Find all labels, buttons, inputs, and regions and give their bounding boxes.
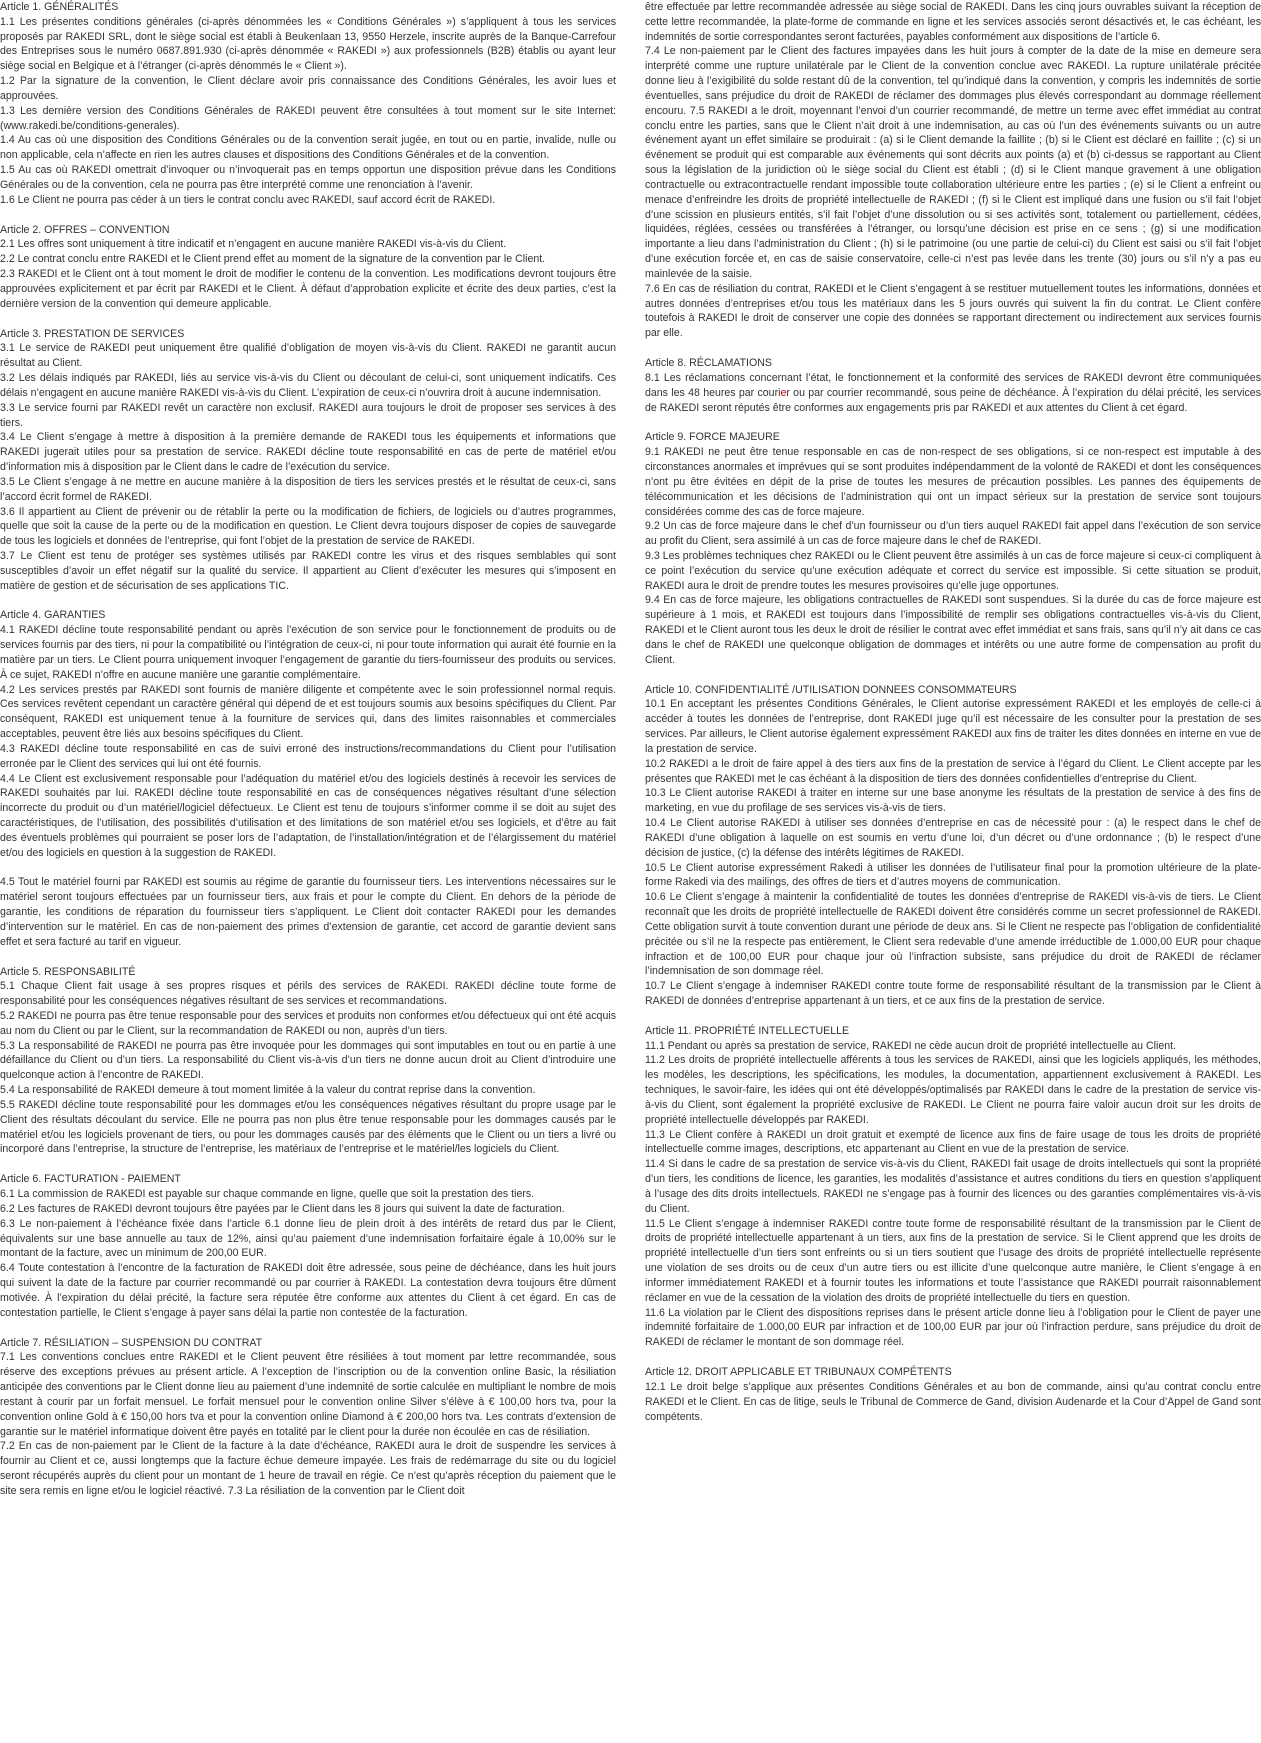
article-title: Article 11. PROPRIÉTÉ INTELLECTUELLE <box>645 1024 850 1037</box>
article-paragraph: 1.1 Les présentes conditions générales (ci-après dénommées les « Conditions Générales ») s’appliquent à tous les services proposés par RAKEDI SRL, dont le siège social est établi à Beukenlaan 13, 9550 Herzele, inscrite auprès de la Banque-Carrefour des Entreprises sous le numéro 0687.891.930 (ci-après dénommée « RAKEDI ») aux professionnels (B2B) établis ou ayant leur siège social en Belgique et à l’étranger (ci-après dénommés le « Client »). <box>0 15 616 73</box>
article-paragraph: 4.3 RAKEDI décline toute responsabilité en cas de suivi erroné des instructions/recommandations du Client pour l’utilisation erronée par le Client des services qui lui ont été fournis. <box>0 742 616 770</box>
article-paragraph: 11.5 Le Client s’engage à indemniser RAKEDI contre toute forme de responsabilité résultant de la transmission par le Client de droits de propriété intellectuelle appartenant à un tiers, aux fins de la prestation de service. Si le Client apprend que les droits de propriété intellectuelle d’un tiers sont enfreints ou si un tiers soutient que l’usage des droits de propriété intellectuelle représente une violation de ses droits ou de ceux d’un autre tiers ou est illicite d’une quelconque autre manière, le Client s’engage à en informer immédiatement RAKEDI et à fournir toutes les informations et toute l’assistance que RAKEDI pourrait raisonnablement réclamer en vue de la cessation de la violation des droits de propriété intellectuelle du tiers en question. <box>645 1217 1261 1304</box>
article-paragraph: 11.1 Pendant ou après sa prestation de service, RAKEDI ne cède aucun droit de propriété intellectuelle au Client. <box>645 1039 1176 1052</box>
article-section <box>645 1365 1261 1424</box>
article-paragraph: 11.3 Le Client confère à RAKEDI un droit gratuit et exempté de licence aux fins de faire usage de tous les droits de propriété intellectuelle comme images, descriptions, etc appartenant au Client en vue de la prestation de service. <box>645 1128 1261 1156</box>
article-section <box>645 0 1261 341</box>
article-paragraph: être effectuée par lettre recommandée adressée au siège social de RAKEDI. Dans les cinq jours ouvrables suivant la réception de cette lettre recommandée, la plate-forme de commande en ligne et les services associés seront désactivés et, le cas échéant, les indemnités de sortie correspondantes seront facturées, payables conformément aux dispositions de l’article 6. <box>645 1 1261 43</box>
paragraph-text: r ou par courrier recommandé, sous peine de déchéance. À l’expiration du délai précité, les services de RAKEDI seront réputés être conformes aux engagements pris par RAKEDI et aux attentes du Client à cet égard. <box>645 386 1261 414</box>
article-title: Article 12. DROIT APPLICABLE ET TRIBUNAUX COMPÉTENTS <box>645 1366 952 1379</box>
paragraph-text: 8.1 Les réclamations concernant l’état, le fonctionnement et la conformité des services de RAKEDI devront être communiquées dans les 48 heures par couri <box>645 371 1261 399</box>
article-title: Article 2. OFFRES – CONVENTION <box>0 223 170 236</box>
article-paragraph: 2.2 Le contrat conclu entre RAKEDI et le Client prend effet au moment de la signature de la convention par le Client. <box>0 253 546 266</box>
article-paragraph: 3.4 Le Client s’engage à mettre à disposition à la première demande de RAKEDI tous les équipements et informations que RAKEDI jugerait utiles pour sa prestation de service. RAKEDI décline toute responsabilité en cas de perte de matériel et/ou d’information mis à disposition par le Client dans le cadre de l’exécution du service. <box>0 431 616 474</box>
article-paragraph: 9.3 Les problèmes techniques chez RAKEDI ou le Client peuvent être assimilés à un cas de force majeure si ceux-ci compliquent à ce point l’exécution du service qu’une exécution adéquate et correct du service est impossible. Si cette situation se produit, RAKEDI aura le droit de prendre toutes les mesures provisoires qu’elle juge opportunes. <box>645 549 1261 592</box>
article-paragraph: 10.7 Le Client s’engage à indemniser RAKEDI contre toute forme de responsabilité résultant de la transmission par le Client à RAKEDI de données d’entreprise appartenant à un tiers, et ce aux fins de la prestation de service. <box>645 980 1261 1007</box>
article-paragraph: 6.1 La commission de RAKEDI est payable sur chaque commande en ligne, quelle que soit la prestation des tiers. <box>0 1188 535 1201</box>
article-section <box>645 356 1261 415</box>
article-section <box>0 608 616 949</box>
article-paragraph: 2.1 Les offres sont uniquement à titre indicatif et n’engagent en aucune manière RAKEDI vis-à-vis du Client. <box>0 238 507 251</box>
article-paragraph: 11.6 La violation par le Client des dispositions reprises dans le présent article donne lieu à l’obligation pour le Client de payer une indemnité forfaitaire de 1.000,00 EUR par infraction et de 100,00 EUR par jour où l’infraction perdure, sans préjudice du droit de RAKEDI de réclamer le montant de son dommage réel. <box>645 1306 1261 1349</box>
article-paragraph: 2.3 RAKEDI et le Client ont à tout moment le droit de modifier le contenu de la convention. Les modifications devront toujours être approuvées explicitement et par écrit par RAKEDI et le Client. À défaut d’approbation explicite et écrite des deux parties, c’est la dernière version de la convention qui demeure applicable. <box>0 268 616 310</box>
article-paragraph: 5.3 La responsabilité de RAKEDI ne pourra pas être invoquée pour les dommages qui sont imputables en tout ou en partie à une défaillance du Client ou d’un tiers. La responsabilité du Client vis-à-vis d’un tiers ne donne aucun droit au Client d’introduire une quelconque action à l’encontre de RAKEDI. <box>0 1039 616 1082</box>
article-section <box>0 223 616 312</box>
article-paragraph: 1.2 Par la signature de la convention, le Client déclare avoir pris connaissance des Conditions Générales, les avoir lues et approuvées. <box>0 75 616 102</box>
article-paragraph: 3.1 Le service de RAKEDI peut uniquement être qualifié d’obligation de moyen vis-à-vis du Client. RAKEDI ne garantit aucun résultat au Client. <box>0 342 616 370</box>
article-paragraph: 6.4 Toute contestation à l’encontre de la facturation de RAKEDI doit être adressée, sous peine de déchéance, dans les huit jours qui suivent la date de la facture par courrier recommandé ou par courrier à RAKEDI. La contestation devra toujours être dûment motivée. À l’expiration du délai précité, la facture sera réputée être conforme aux attentes du Client à cet égard. En cas de contestation partielle, le Client s’engage à payer sans délai la partie non contestée de la facturation. <box>0 1262 616 1319</box>
article-paragraph: 9.4 En cas de force majeure, les obligations contractuelles de RAKEDI sont suspendues. Si la durée du cas de force majeure est supérieure à 1 mois, et RAKEDI est toujours dans l’impossibilité de remplir ses obligations contractuelles vis-à-vis du Client, RAKEDI et le Client auront tous les deux le droit de résilier le contrat avec effet immédiat et sans frais, sans qu’il n’y ait dans ce cas dans le chef de RAKEDI une quelconque obligation de dommages et intérêts ou une autre forme de compensation au profit du Client. <box>645 594 1261 666</box>
article-paragraph <box>0 861 616 876</box>
article-paragraph: 11.4 Si dans le cadre de sa prestation de service vis-à-vis du Client, RAKEDI fait usage de droits intellectuels qui sont la propriété d’un tiers, les conditions de licence, les garanties, les modalités d’assistance et autres conditions du tiers en question s’appliquent à l’usage des dits droits intellectuels. RAKEDI ne s’engage pas à fournir des licences ou des garanties complémentaires vis-à-vis du Client. <box>645 1158 1261 1215</box>
article-section <box>0 327 616 594</box>
article-paragraph: 7.6 En cas de résiliation du contrat, RAKEDI et le Client s’engagent à se restituer mutuellement toutes les informations, données et autres données d’entreprises et/ou tous les matériaux dans les 5 jours ouvrés qui suivent la fin du contrat. Le Client confère toutefois à RAKEDI le droit de conserver une copie des données se rapportant directement ou indirectement aux services fournis par elle. <box>645 282 1261 340</box>
article-paragraph: 4.1 RAKEDI décline toute responsabilité pendant ou après l’exécution de son service pour le fonctionnement de produits ou de services fournis par des tiers, ni pour la compatibilité ou l’intégration de ceux-ci, ni pour toute information qui aurait été fournie en la matière par un tiers. Le Client pourra uniquement invoquer l’engagement de garantie du tiers-fournisseur des produits ou services. À ce sujet, RAKEDI n’offre en aucune manière une garantie complémentaire. <box>0 624 616 681</box>
article-section <box>0 0 616 208</box>
article-section <box>645 683 1261 1009</box>
article-paragraph: 1.3 Les dernière version des Conditions Générales de RAKEDI peuvent être consultées à tout moment sur le site Internet: (www.rakedi.be/conditions-generales). <box>0 104 616 132</box>
article-title: Article 3. PRESTATION DE SERVICES <box>0 327 185 340</box>
article-paragraph: 10.2 RAKEDI a le droit de faire appel à des tiers aux fins de la prestation de service à l’égard du Client. Le Client accepte par les présentes que RAKEDI met le cas échéant à la disposition de tiers des données confidentielles d’entreprise du Client. <box>645 757 1261 785</box>
article-paragraph: 9.2 Un cas de force majeure dans le chef d’un fournisseur ou d’un tiers auquel RAKEDI fait appel dans l’exécution de son service au profit du Client, sera assimilé à un cas de force majeure dans le chef de RAKEDI. <box>645 520 1261 548</box>
article-paragraph: 4.4 Le Client est exclusivement responsable pour l’adéquation du matériel et/ou des logiciels destinés à recevoir les services de RAKEDI souhaités par lui. RAKEDI décline toute responsabilité en cas de conséquences négatives résultant d’une sélection incorrecte du produit ou d’un matériel/logiciel défectueux. Le Client est tenu de toujours s’informer comme il se doit au sujet des caractéristiques, de l’utilisation, des possibilités d’utilisation et des limitations de son matériel et/ou ses logiciels, et d’être au fait des éventuels problèmes qui pourraient se poser lors de l’adaptation, de l’installation/intégration et de l’élargissement du matériel et/ou des logiciels en question à la suggestion de RAKEDI. <box>0 772 616 859</box>
article-paragraph: 3.5 Le Client s’engage à ne mettre en aucune manière à la disposition de tiers les services prestés et le résultat de ceux-ci, sans l’accord écrit formel de RAKEDI. <box>0 475 616 503</box>
article-paragraph: 10.3 Le Client autorise RAKEDI à traiter en interne sur une base anonyme les résultats de la prestation de service à des fins de marketing, en vue du profilage de ses services vis-à-vis de tiers. <box>645 787 1261 815</box>
article-paragraph: 7.1 Les conventions conclues entre RAKEDI et le Client peuvent être résiliées à tout moment par lettre recommandée, sous réserve des exceptions prévues au présent article. A l’exception de l’inscription ou de la convention online Basic, la résiliation anticipée des conventions par le Client donne lieu au paiement d’une indemnité de sortie calculée en multipliant le nombre de mois restant à courir par un forfait mensuel. Le forfait mensuel pour le convention online Silver s’élève à € 100,00 hors tva, pour la convention online Gold à € 150,00 hors tva et pour la convention online Diamond à € 200,00 hors tva. Les contrats d’extension de garantie sur le matériel informatique doivent être payés en totalité par le client pour la durée non écoulée en cas de résiliation. <box>0 1351 616 1438</box>
article-paragraph: 1.6 Le Client ne pourra pas céder à un tiers le contrat conclu avec RAKEDI, sauf accord écrit de RAKEDI. <box>0 193 496 206</box>
article-title: Article 6. FACTURATION - PAIEMENT <box>0 1173 181 1186</box>
article-paragraph: 9.1 RAKEDI ne peut être tenue responsable en cas de non-respect de ses obligations, si ce non-respect est imputable à des circonstances anormales et imprévues qui se sont produites indépendamment de la volonté de RAKEDI et dont les conséquences n’ont pu être évitées en dépit de la prise de toutes les mesures de précaution possibles. Les pannes des équipements de télécommunication et les décisions de l’administration qui ont un impact sérieux sur la prestation de service sont toujours considérées comme des cas de force majeure. <box>645 446 1261 518</box>
article-paragraph: 1.5 Au cas où RAKEDI omettrait d’invoquer ou n’invoquerait pas en temps opportun une disposition prévue dans les Conditions Générales ou de la convention, cela ne pourra pas être interprété comme une renonciation à l’avenir. <box>0 164 616 191</box>
article-paragraph: 10.5 Le Client autorise expressément Rakedi à utiliser les données de l’utilisateur final pour la promotion ultérieure de la plate-forme Rakedi via des mailings, des offres de tiers et d’autres moyens de communication. <box>645 861 1261 889</box>
article-section <box>0 965 616 1158</box>
article-title: Article 9. FORCE MAJEURE <box>645 431 780 444</box>
article-paragraph: 7.4 Le non-paiement par le Client des factures impayées dans les huit jours à compter de la date de la mise en demeure sera interprété comme une rupture unilatérale par le Client de la convention conclue avec RAKEDI. La rupture unilatérale précitée donne lieu à l’exigibilité du solde restant dû de la convention, tel qu’indiqué dans la convention, y compris les indemnités de sortie éventuelles, sans préjudice du droit de RAKEDI de réclamer des dommages plus élevés correspondant au dommage réellement encouru. 7.5 RAKEDI a le droit, moyennant l’envoi d’un courrier recommandé, de mettre un terme avec effet immédiat au contrat conclu entre les parties, sans que le Client n’ait droit à une indemnisation, au cas où l’un des événements suivants ou un autre événement ayant un effet similaire se produirait : (a) si le Client demande la faillite ; (b) si le Client est déclaré en faillite ; (c) si un événement se produit qui est comparable aux événements qui sont décrits aux points (a) et (b) ci-dessus se rapportant au Client sous la législation de la juridiction où le siège social du Client est établi ; (d) si le Client manque gravement à une obligation contractuelle ou extracontractuelle rendant impossible toute collaboration ultérieure entre les parties ; (e) si le Client a enfreint ou menace d’enfreindre les droits de propriété intellectuelle de RAKEDI ; (f) si le Client est impliqué dans une fusion ou s’il fait l’objet d’une scission en plusieurs entités, s’il fait l’objet d’une dissolution ou si ses activités sont, totalement ou partiellement, cédées, liquidées, réglées, cessées ou transférées à l’étranger, ou lorsqu’une décision est prise en ce sens ; (g) si une modification importante a lieu dans l’administration du Client ; (h) si le patrimoine (ou une partie de celui-ci) du Client est saisi ou s’il fait l’objet d’une exécution forcée et, en cas de saisie conservatoire, celle-ci n’est pas levée dans les trente (30) jours ou s’il n’y a pas eu mainlevée de la saisie. <box>645 45 1261 280</box>
article-paragraph: 12.1 Le droit belge s’applique aux présentes Conditions Générales et au bon de commande, ainsi qu’au contrat conclu entre RAKEDI et le Client. En cas de litige, seuls le Tribunal de Commerce de Gand, division Audenarde et la Cour d’Appel de Gand sont compétents. <box>645 1380 1261 1423</box>
article-paragraph: 7.2 En cas de non-paiement par le Client de la facture à la date d’échéance, RAKEDI aura le droit de suspendre les services à fournir au Client et ce, aussi longtemps que la facture échue demeure impayée. Les frais de redémarrage du site ou du logiciel seront récupérés auprès du client pour un montant de 1 heure de travail en régie. Ce n’est qu’après réception du paiement que le site sera remis en ligne et/ou le logiciel réactivé. 7.3 La résiliation de la convention par le Client doit <box>0 1440 616 1497</box>
article-paragraph: 5.1 Chaque Client fait usage à ses propres risques et périls des services de RAKEDI. RAKEDI décline toute forme de responsabilité pour les conséquences négatives résultant de ses services et recommandations. <box>0 980 616 1008</box>
article-paragraph: 4.5 Tout le matériel fourni par RAKEDI est soumis au régime de garantie du fournisseur tiers. Les interventions nécessaires sur le matériel seront toujours effectuées par un fournisseur tiers, aux frais et pour le compte du Client. En dehors de la période de garantie, les conditions de réparation du fournisseur tiers s’appliquent. Le Client doit contacter RAKEDI pour les demandes d’intervention sur le matériel. En cas de non-paiement des primes d’extension de garantie, cet accord de garantie devient sans effet et sera facturé au tarif en vigueur. <box>0 876 616 948</box>
article-section <box>645 1024 1261 1350</box>
article-title: Article 8. RÉCLAMATIONS <box>645 357 772 370</box>
article-paragraph: 3.2 Les délais indiqués par RAKEDI, liés au service vis-à-vis du Client ou découlant de celui-ci, sont uniquement indicatifs. Ces délais n’engagent en aucune manière RAKEDI vis-à-vis du Client. L’expiration de ceux-ci n’ouvrira droit à aucune indemnisation. <box>0 372 616 399</box>
article-paragraph: 6.3 Le non-paiement à l’échéance fixée dans l’article 6.1 donne lieu de plein droit à des intérêts de retard dus par le Client, équivalents sur une base annuelle au taux de 12%, ainsi qu’au paiement d’une indemnisation forfaitaire égale à 10,00% sur le montant de la facture, avec un minimum de 200,00 EUR. <box>0 1217 616 1260</box>
article-section <box>0 1172 616 1320</box>
article-paragraph: 5.2 RAKEDI ne pourra pas être tenue responsable pour des services et produits non conformes et/ou défectueux qui ont été acquis au nom du Client ou par le Client, sur la recommandation de RAKEDI ou non, auprès d’un tiers. <box>0 1010 616 1037</box>
article-paragraph: 6.2 Les factures de RAKEDI devront toujours être payées par le Client dans les 8 jours qui suivent la date de facturation. <box>0 1202 565 1215</box>
article-section <box>645 430 1261 667</box>
article-paragraph: 3.3 Le service fourni par RAKEDI revêt un caractère non exclusif. RAKEDI aura toujours le droit de proposer ses services à des tiers. <box>0 401 616 429</box>
article-paragraph: 10.6 Le Client s’engage à maintenir la confidentialité de toutes les données d’entreprise de RAKEDI vis-à-vis de tiers. Le Client reconnaît que les droits de propriété intellectuelle de RAKEDI doivent être considérés comme un secret professionnel de RAKEDI. Cette obligation survit à toute convention durant une période de deux ans. Si le Client ne respecte pas l’obligation de confidentialité précitée ou s’il ne la respecte pas entièrement, le Client sera redevable d’une amende irréductible de 1.000,00 EUR pour chaque infraction et de 100,00 EUR pour chaque jour où l’infraction subsiste, sans préjudice du droit de RAKEDI de réclamer l’indemnisation de son dommage réel. <box>645 891 1261 978</box>
article-title: Article 7. RÉSILIATION – SUSPENSION DU CONTRAT <box>0 1336 263 1349</box>
article-paragraph: 5.5 RAKEDI décline toute responsabilité pour les dommages et/ou les conséquences négatives résultant du propre usage par le Client des résultats découlant du service. Elle ne pourra pas non plus être tenue responsable pour les dommages causés par le matériel et/ou les logiciels provenant de tiers, ou pour les dommages causés par des éléments que le Client ou un tiers a livré ou incorporé dans l’entreprise, la structure de l’entreprise, les matériaux de l’entreprise et le matériel/les logiciels du Client. <box>0 1098 616 1156</box>
article-title: Article 10. CONFIDENTIALITÉ /UTILISATION DONNEES CONSOMMATEURS <box>645 683 1017 696</box>
left-column <box>0 0 616 1514</box>
article-title: Article 4. GARANTIES <box>0 609 106 622</box>
article-title: Article 1. GÉNÉRALITÉS <box>0 1 119 13</box>
article-paragraph: 10.4 Le Client autorise RAKEDI à utiliser ses données d’entreprise en cas de nécessité pour : (a) le respect dans le chef de RAKEDI d’une obligation à laquelle on est soumis en vertu d’une loi, d’un décret ou d’une ordonnance ; (b) le respect d’une décision de justice, (c) la défense des intérêts légitimes de RAKEDI. <box>645 817 1261 859</box>
article-paragraph: 5.4 La responsabilité de RAKEDI demeure à tout moment limitée à la valeur du contrat reprise dans la convention. <box>0 1084 536 1097</box>
article-paragraph: 3.6 Il appartient au Client de prévenir ou de rétablir la perte ou la modification de fichiers, de logiciels ou d’autres programmes, quelle que soit la cause de la perte ou de la modification en question. Le Client devra toujours disposer de copies de sauvegarde de tous les logiciels et données de l’entreprise, qui font l’objet de la prestation de service de RAKEDI. <box>0 505 616 548</box>
right-column <box>645 0 1261 1439</box>
article-paragraph: 3.7 Le Client est tenu de protéger ses systèmes utilisés par RAKEDI contre les virus et des risques semblables qui sont susceptibles d’avoir un effet négatif sur la qualité du service. Il appartient au Client d’exécuter les mesures qui s’imposent en matière de gestion et de sécurisation de ses applications TIC. <box>0 549 616 592</box>
article-section <box>0 1336 616 1499</box>
article-paragraph: 11.2 Les droits de propriété intellectuelle afférents à tous les services de RAKEDI, ainsi que les logiciels appliqués, les méthodes, les modèles, les descriptions, les spécifications, les modules, la documentation, appartiennent exclusivement à RAKEDI. Les techniques, le savoir-faire, les idées qui ont été développés/optimalisés par RAKEDI dans le cadre de la prestation de service vis-à-vis du Client, sont également la propriété exclusive de RAKEDI. Le Client ne pourra faire valoir aucun droit sur les droits de propriété intellectuelle développés par RAKEDI. <box>645 1054 1261 1126</box>
highlighted-letter: e <box>780 386 787 399</box>
article-paragraph <box>645 371 1261 415</box>
article-title: Article 5. RESPONSABILITÉ <box>0 965 136 978</box>
article-paragraph: 1.4 Au cas où une disposition des Conditions Générales ou de la convention serait jugée, en tout ou en partie, invalide, nulle ou non applicable, cela n’affecte en rien les autres clauses et dispositions des Conditions Générales et de la convention. <box>0 134 616 162</box>
article-paragraph: 4.2 Les services prestés par RAKEDI sont fournis de manière diligente et compétente avec le soin professionnel normal requis. Ces services revêtent cependant un caractère général qui dépend de et est toujours soumis aux besoins spécifiques du Client. Par conséquent, RAKEDI est uniquement tenue à la fourniture de services qui, dans des limites raisonnables et commerciales acceptables, peuvent être liés aux besoins spécifiques du Client. <box>0 683 616 741</box>
article-paragraph: 10.1 En acceptant les présentes Conditions Générales, le Client autorise expressément RAKEDI et les employés de celle-ci à accéder à toutes les données de l’entreprise, dont RAKEDI juge qu’il est nécessaire de les consulter pour la prestation de ses services. Par ailleurs, le Client autorise également expressément RAKEDI aux fins de traiter les dites données en interne en vue de la prestation de service. <box>645 698 1261 755</box>
